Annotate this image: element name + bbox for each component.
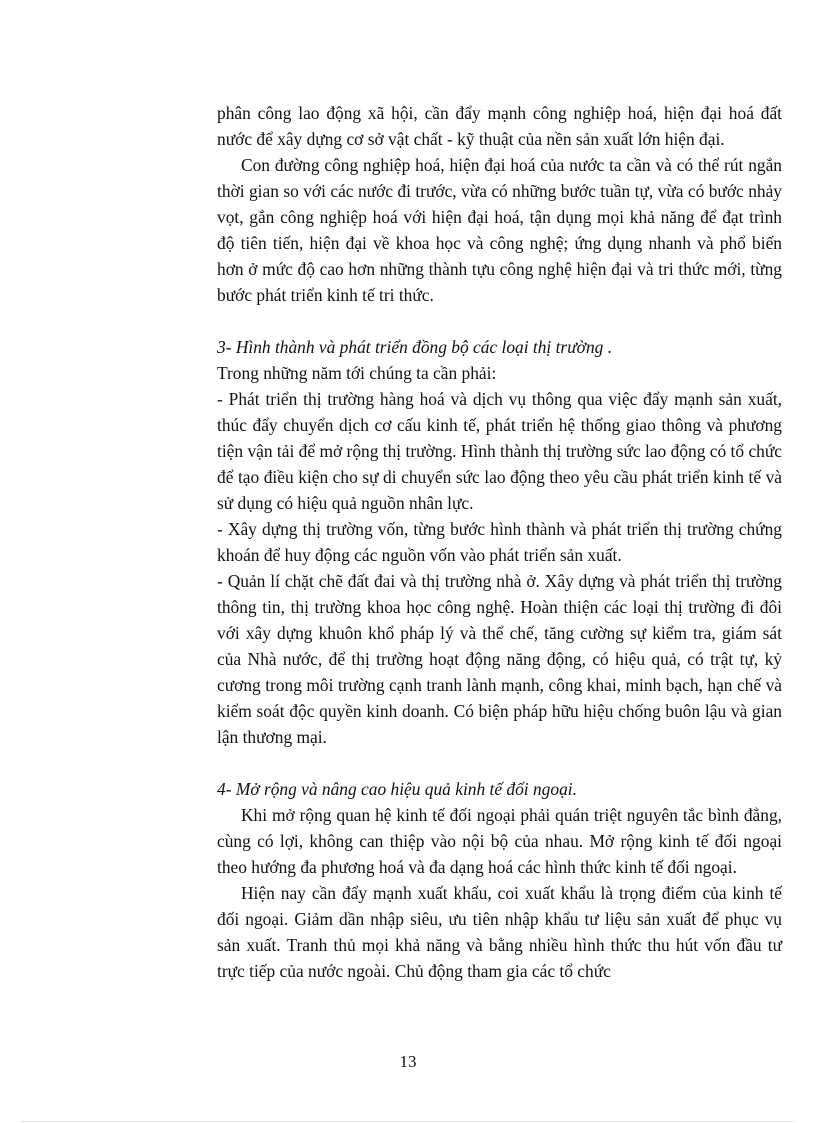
page-bottom-divider	[22, 1121, 794, 1122]
body-paragraph: Trong những năm tới chúng ta cần phải:	[217, 363, 497, 383]
body-paragraph: Hiện nay cần đẩy mạnh xuất khẩu, coi xuất khẩu là trọng điểm của kinh tế đối ngoại. Giảm dần nhập siêu, ưu tiên nhập khẩu tư liệu sản xuất để phục vụ sản xuất. Tranh thủ mọi khả năng và bằng nhiều hình thức thu hút vốn đầu tư trực tiếp của nước ngoài. Chủ động tham gia các tổ chức	[217, 883, 782, 981]
bullet-paragraph: - Quản lí chặt chẽ đất đai và thị trường nhà ở. Xây dựng và phát triển thị trường thông tin, thị trường khoa học công nghệ. Hoàn thiện các loại thị trường đi đôi với xây dựng khuôn khổ pháp lý và thể chế, tăng cường sự kiểm tra, giám sát của Nhà nước, để thị trường hoạt động năng động, có hiệu quả, có trật tự, kỷ cương trong môi trường cạnh tranh lành mạnh, công khai, minh bạch, hạn chế và kiểm soát độc quyền kinh doanh. Có biện pháp hữu hiệu chống buôn lậu và gian lận thương mại.	[217, 571, 782, 747]
bullet-paragraph: - Xây dựng thị trường vốn, từng bước hình thành và phát triển thị trường chứng khoán để huy động các nguồn vốn vào phát triển sản xuất.	[217, 519, 782, 565]
section-heading: 3- Hình thành và phát triển đồng bộ các loại thị trường .	[217, 337, 613, 357]
page-body	[217, 100, 782, 984]
body-paragraph: Khi mở rộng quan hệ kinh tế đối ngoại phải quán triệt nguyên tắc bình đẳng, cùng có lợi, không can thiệp vào nội bộ của nhau. Mở rộng kinh tế đối ngoại theo hướng đa phương hoá và đa dạng hoá các hình thức kinh tế đối ngoại.	[217, 805, 782, 877]
body-paragraph: Con đường công nghiệp hoá, hiện đại hoá của nước ta cần và có thể rút ngắn thời gian so với các nước đi trước, vừa có những bước tuần tự, vừa có bước nhảy vọt, gắn công nghiệp hoá với hiện đại hoá, tận dụng mọi khả năng để đạt trình độ tiên tiến, hiện đại về khoa học và công nghệ; ứng dụng nhanh và phổ biến hơn ở mức độ cao hơn những thành tựu công nghệ hiện đại và tri thức mới, từng bước phát triển kinh tế tri thức.	[217, 155, 782, 305]
page-number: 13	[399, 1052, 417, 1071]
body-paragraph: phân công lao động xã hội, cần đẩy mạnh công nghiệp hoá, hiện đại hoá đất nước để xây dựng cơ sở vật chất - kỹ thuật của nền sản xuất lớn hiện đại.	[217, 103, 782, 149]
bullet-paragraph: - Phát triển thị trường hàng hoá và dịch vụ thông qua việc đẩy mạnh sản xuất, thúc đẩy chuyển dịch cơ cấu kinh tế, phát triển hệ thống giao thông và phương tiện vận tải để mở rộng thị trường. Hình thành thị trường sức lao động có tổ chức để tạo điều kiện cho sự di chuyển sức lao động theo yêu cầu phát triển kinh tế và sử dụng có hiệu quả nguồn nhân lực.	[217, 389, 782, 513]
section-heading: 4- Mở rộng và nâng cao hiệu quả kinh tế đối ngoại.	[217, 779, 577, 799]
